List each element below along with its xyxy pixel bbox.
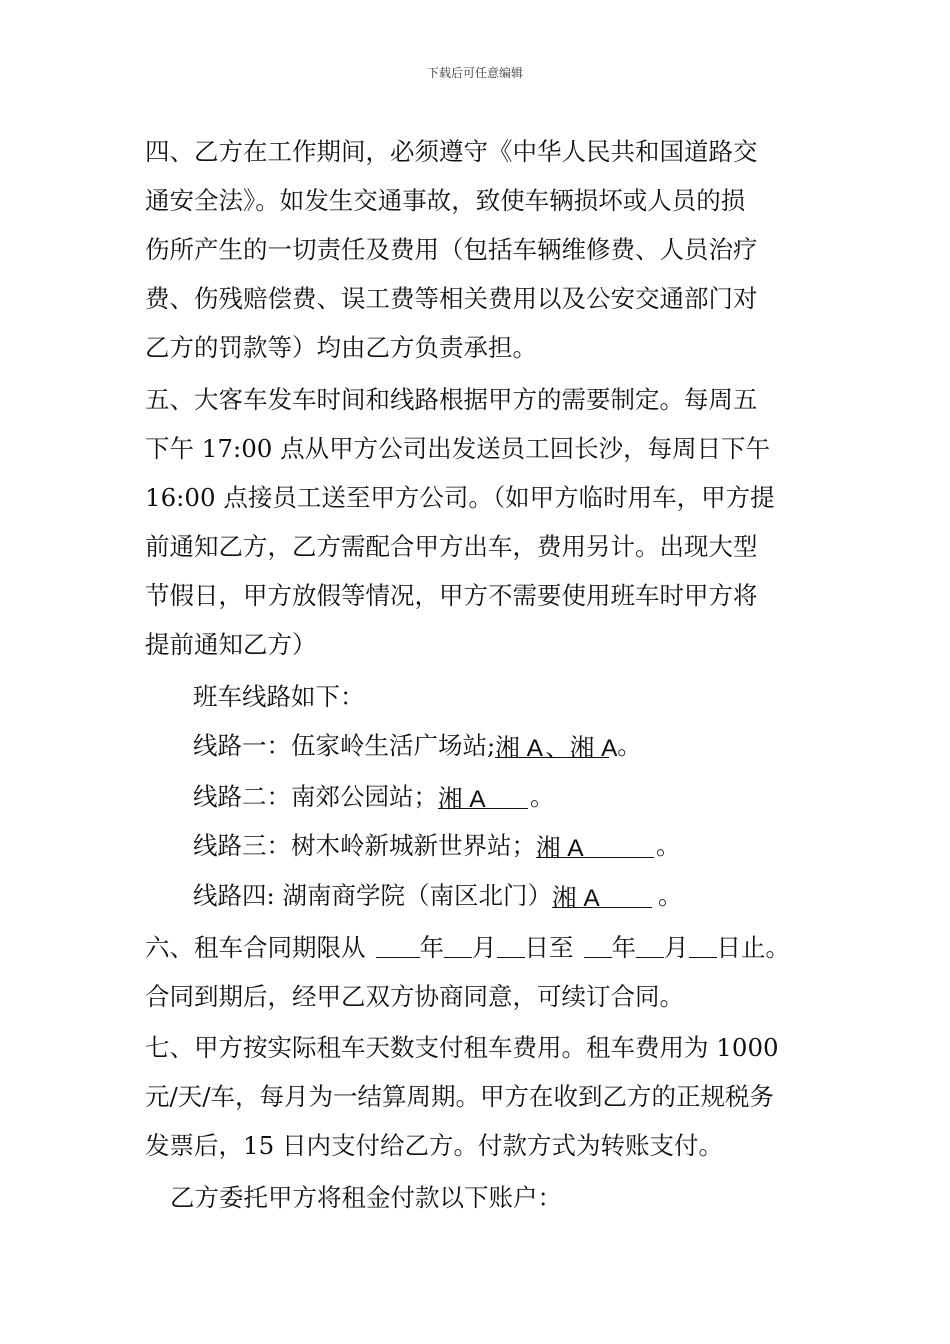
- month-label: 月: [472, 933, 497, 962]
- routes-intro: 班车线路如下：: [193, 682, 365, 711]
- text-line: 前通知乙方，乙方需配合甲方出车，费用另计。出现大型: [145, 532, 758, 561]
- month-label: 月: [664, 933, 689, 962]
- day-label: 日至: [524, 933, 574, 962]
- text-line: 五、大客车发车时间和线路根据甲方的需要制定。每周五: [145, 385, 758, 414]
- text-line: 七、甲方按实际租车天数支付租车费用。租车费用为 1000: [145, 1033, 779, 1062]
- route-label: 线路一：伍家岭生活广场站;: [193, 731, 496, 760]
- route-end: 。: [656, 831, 681, 860]
- route-label: 线路二：南郊公园站；: [193, 782, 438, 811]
- text-line: 通安全法》。如发生交通事故，致使车辆损坏或人员的损: [145, 186, 746, 215]
- plate-blank: 湘 A: [536, 829, 654, 858]
- text-line: 节假日，甲方放假等情况，甲方不需要使用班车时甲方将: [145, 581, 758, 610]
- route-line-4: [193, 876, 683, 916]
- text-line: 合同到期后，经甲乙双方协商同意，可续订合同。: [145, 982, 684, 1011]
- text-line: 提前通知乙方）: [145, 630, 317, 659]
- route-label: 线路三：树木岭新城新世界站；: [193, 831, 536, 860]
- term-prefix: 六、租车合同期限从: [145, 933, 366, 962]
- plate-blank: 湘 A: [495, 729, 545, 758]
- plate-blank: 湘 A: [552, 879, 652, 908]
- text-line: 16:00 点接员工送至甲方公司。（如甲方临时用车，甲方提: [145, 483, 775, 512]
- plate-blank: 湘 A: [438, 780, 528, 809]
- account-intro: 乙方委托甲方将租金付款以下账户：: [170, 1183, 562, 1212]
- text-line: 下午 17:00 点从甲方公司出发送员工回长沙，每周日下午: [145, 434, 771, 463]
- month-blank: [636, 929, 664, 958]
- route-end: 。: [658, 881, 683, 910]
- month-blank: [444, 929, 472, 958]
- text-line: 费、伤残赔偿费、误工费等相关费用以及公安交通部门对: [145, 284, 758, 313]
- route-end: 。: [530, 782, 555, 811]
- route-line-2: [193, 777, 555, 817]
- text-line: 四、乙方在工作期间，必须遵守《中华人民共和国道路交: [145, 137, 758, 166]
- plate-blank: 、湘 A: [545, 729, 609, 758]
- text-line: 乙方的罚款等）均由乙方负责承担。: [145, 333, 537, 362]
- route-line-1: [193, 726, 642, 766]
- page-header: 下载后可任意编辑: [426, 66, 523, 80]
- year-label: 年: [611, 933, 636, 962]
- day-blank: [689, 929, 717, 958]
- day-blank: [497, 929, 525, 958]
- route-line-3: [193, 826, 681, 866]
- year-blank: [584, 929, 612, 958]
- term-line: [145, 928, 790, 968]
- route-end: 。: [617, 731, 642, 760]
- text-line: 伤所产生的一切责任及费用（包括车辆维修费、人员治疗: [145, 235, 758, 264]
- text-line: 元/天/车，每月为一结算周期。甲方在收到乙方的正规税务: [145, 1082, 775, 1111]
- year-blank: [376, 929, 420, 958]
- text-line: 发票后，15 日内支付给乙方。付款方式为转账支付。: [145, 1131, 723, 1160]
- route-label: 线路四: 湖南商学院（南区北门）: [193, 881, 553, 910]
- year-label: 年: [419, 933, 444, 962]
- day-label: 日止。: [716, 933, 790, 962]
